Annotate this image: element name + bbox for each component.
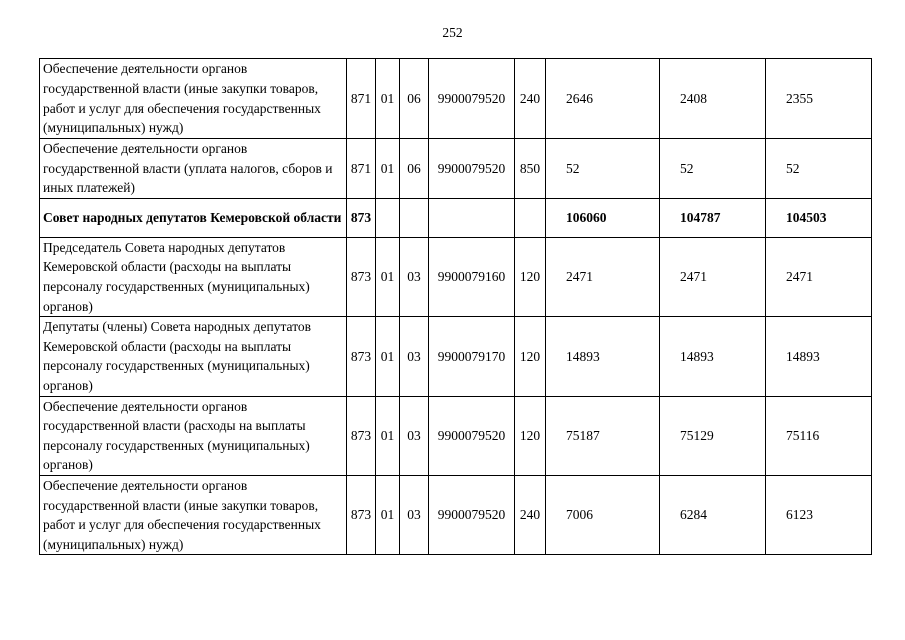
cell-desc: Обеспечение деятельности органов государственной власти (иные закупки товаров, работ и услуг для обеспечения государственных (муниципальных) нужд) <box>40 475 347 554</box>
cell-csr: 9900079170 <box>429 317 515 396</box>
table-row <box>40 237 872 316</box>
cell-desc: Обеспечение деятельности органов государственной власти (уплата налогов, сборов и иных платежей) <box>40 139 347 199</box>
cell-pr: 03 <box>400 396 429 475</box>
cell-csr: 9900079520 <box>429 475 515 554</box>
cell-ved: 873 <box>347 396 376 475</box>
cell-v3: 75116 <box>766 396 872 475</box>
table-row <box>40 475 872 554</box>
cell-desc: Обеспечение деятельности органов государственной власти (расходы на выплаты персоналу государственных (муниципальных) органов) <box>40 396 347 475</box>
cell-v1: 2471 <box>546 237 660 316</box>
cell-v1: 52 <box>546 139 660 199</box>
cell-rz: 01 <box>376 237 400 316</box>
cell-v2: 52 <box>660 139 766 199</box>
cell-v2: 6284 <box>660 475 766 554</box>
cell-ved: 873 <box>347 475 376 554</box>
cell-ved: 873 <box>347 198 376 237</box>
cell-v3: 52 <box>766 139 872 199</box>
cell-v2: 104787 <box>660 198 766 237</box>
cell-ved: 871 <box>347 139 376 199</box>
cell-ved: 871 <box>347 59 376 139</box>
cell-v1: 2646 <box>546 59 660 139</box>
cell-v1: 75187 <box>546 396 660 475</box>
cell-v3: 104503 <box>766 198 872 237</box>
cell-csr: 9900079520 <box>429 59 515 139</box>
table-row <box>40 59 872 139</box>
budget-table <box>39 58 872 555</box>
cell-rz: 01 <box>376 59 400 139</box>
cell-vr: 240 <box>515 475 546 554</box>
cell-pr: 03 <box>400 237 429 316</box>
cell-vr: 850 <box>515 139 546 199</box>
cell-rz: 01 <box>376 317 400 396</box>
cell-desc: Совет народных депутатов Кемеровской области <box>40 198 347 237</box>
cell-vr: 120 <box>515 317 546 396</box>
cell-v2: 2471 <box>660 237 766 316</box>
cell-rz: 01 <box>376 475 400 554</box>
table-row <box>40 198 872 237</box>
cell-vr <box>515 198 546 237</box>
cell-pr <box>400 198 429 237</box>
cell-vr: 120 <box>515 237 546 316</box>
cell-csr: 9900079520 <box>429 139 515 199</box>
cell-v1: 7006 <box>546 475 660 554</box>
cell-pr: 03 <box>400 317 429 396</box>
cell-pr: 06 <box>400 139 429 199</box>
cell-v3: 2355 <box>766 59 872 139</box>
cell-pr: 06 <box>400 59 429 139</box>
cell-rz <box>376 198 400 237</box>
page-number: 252 <box>442 25 463 40</box>
cell-v2: 75129 <box>660 396 766 475</box>
cell-vr: 120 <box>515 396 546 475</box>
cell-csr: 9900079160 <box>429 237 515 316</box>
table-row <box>40 396 872 475</box>
cell-v3: 14893 <box>766 317 872 396</box>
cell-v2: 2408 <box>660 59 766 139</box>
cell-vr: 240 <box>515 59 546 139</box>
cell-ved: 873 <box>347 237 376 316</box>
cell-v2: 14893 <box>660 317 766 396</box>
table-row <box>40 317 872 396</box>
cell-v1: 14893 <box>546 317 660 396</box>
cell-rz: 01 <box>376 139 400 199</box>
cell-v3: 6123 <box>766 475 872 554</box>
cell-csr: 9900079520 <box>429 396 515 475</box>
cell-ved: 873 <box>347 317 376 396</box>
cell-rz: 01 <box>376 396 400 475</box>
table-row <box>40 139 872 199</box>
cell-desc: Депутаты (члены) Совета народных депутатов Кемеровской области (расходы на выплаты персоналу государственных (муниципальных) органов) <box>40 317 347 396</box>
cell-v1: 106060 <box>546 198 660 237</box>
cell-pr: 03 <box>400 475 429 554</box>
cell-desc: Председатель Совета народных депутатов Кемеровской области (расходы на выплаты персоналу государственных (муниципальных) органов) <box>40 237 347 316</box>
cell-v3: 2471 <box>766 237 872 316</box>
cell-csr <box>429 198 515 237</box>
cell-desc: Обеспечение деятельности органов государственной власти (иные закупки товаров, работ и услуг для обеспечения государственных (муниципальных) нужд) <box>40 59 347 139</box>
